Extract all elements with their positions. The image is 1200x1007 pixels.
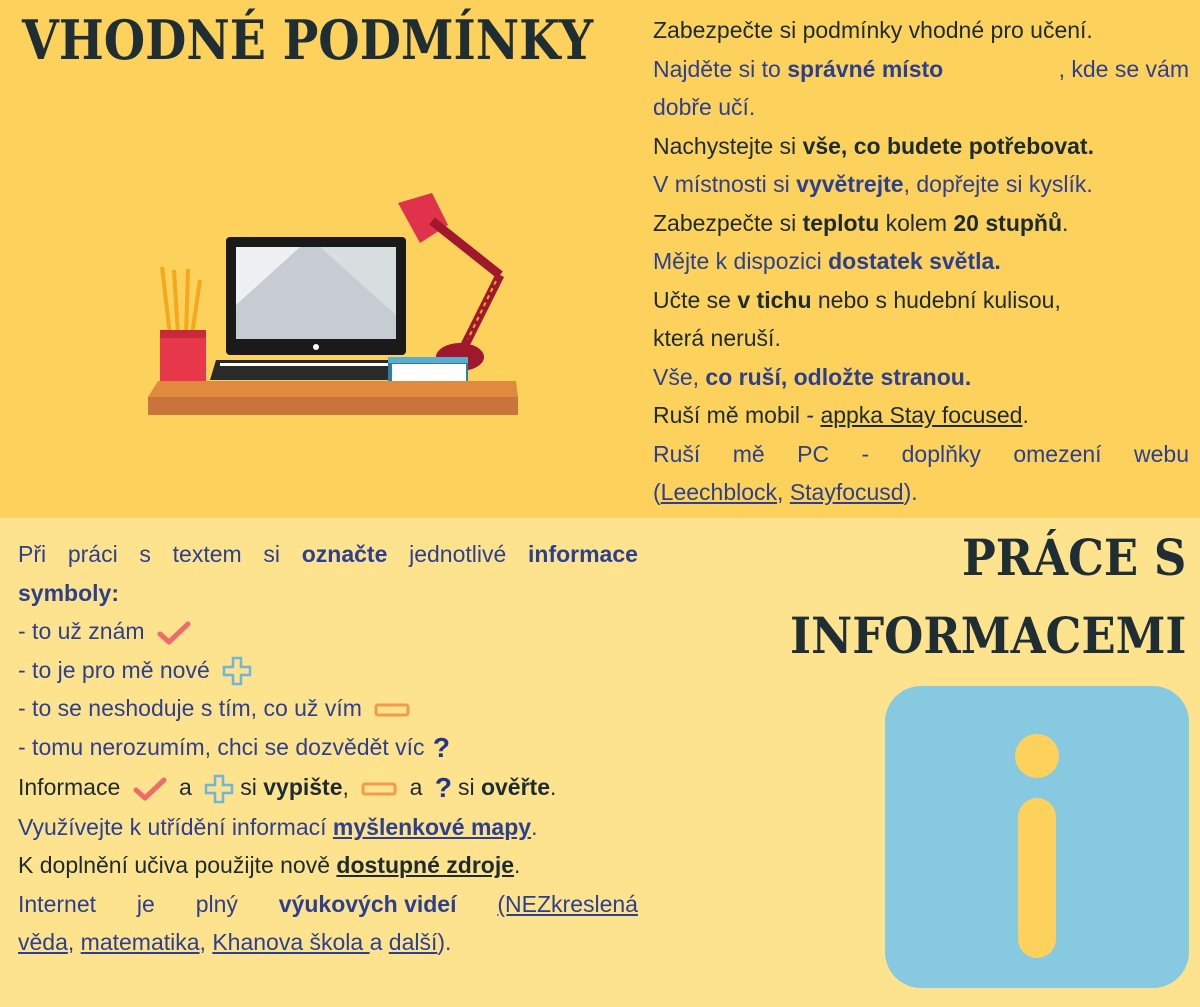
- link-stay-focused[interactable]: appka Stay focused: [820, 402, 1023, 428]
- text: ,: [199, 929, 213, 956]
- text: nebo s hudební kulisou,: [811, 286, 1061, 313]
- text: .: [531, 813, 538, 840]
- text: ,: [67, 929, 81, 956]
- text: V místnosti si: [653, 171, 797, 197]
- word: plný: [195, 890, 238, 917]
- link-dalsi[interactable]: další: [388, 929, 438, 956]
- line: [18, 768, 638, 808]
- line: [18, 535, 638, 574]
- desk-illustration: [140, 185, 530, 425]
- title-prace-s: PRÁCE S: [961, 528, 1186, 587]
- emphasis: myšlenkové mapy: [332, 813, 532, 840]
- word: Ruší: [653, 440, 701, 467]
- text: Učte se: [653, 286, 738, 313]
- line: [18, 923, 638, 962]
- emphasis: v tichu: [737, 286, 812, 313]
- line: [18, 846, 638, 885]
- check-icon: [133, 776, 167, 802]
- link-nezkreslena-veda[interactable]: (NEZkreslená: [497, 890, 638, 917]
- text: K doplnění učiva použijte nově: [18, 852, 337, 879]
- line: [653, 435, 1189, 474]
- info-icon: [885, 686, 1189, 988]
- emphasis: dostupné zdroje: [336, 852, 515, 879]
- line: [653, 473, 1189, 512]
- line: [653, 319, 1189, 358]
- word: jednotlivé: [409, 541, 507, 567]
- minus-icon: [374, 703, 410, 717]
- text: Najděte si to: [653, 55, 788, 82]
- link-matematika[interactable]: matematika: [80, 929, 200, 956]
- emphasis: vyvětrejte: [796, 171, 904, 197]
- word: webu: [1134, 440, 1189, 467]
- line: [653, 358, 1189, 397]
- text: .: [550, 773, 557, 800]
- emphasis: 20 stupňů: [953, 209, 1063, 236]
- question-icon: ?: [432, 732, 450, 764]
- line: [18, 612, 638, 651]
- text: [653, 50, 943, 89]
- text: - to se neshoduje s tím, co už vím: [18, 695, 362, 721]
- word: je: [136, 890, 155, 917]
- link-veda[interactable]: věda: [18, 929, 68, 956]
- emphasis: vše, co budete potřebovat.: [802, 132, 1094, 159]
- word: si: [263, 541, 281, 567]
- word: -: [861, 440, 870, 467]
- line: [653, 88, 1189, 127]
- word: práci: [67, 541, 118, 567]
- text: Mějte k dispozici: [653, 248, 829, 274]
- line: [653, 165, 1189, 204]
- plus-icon: [222, 656, 252, 686]
- text: - to už znám: [18, 618, 145, 644]
- link-stayfocusd[interactable]: Stayfocusd: [789, 479, 904, 505]
- line: [18, 885, 638, 924]
- word: mě: [732, 440, 765, 467]
- emphasis: informace: [528, 541, 638, 567]
- word: Při: [18, 541, 47, 567]
- emphasis: výukových videí: [278, 890, 457, 917]
- lamp-icon: [398, 193, 500, 371]
- monitor-icon: [210, 237, 412, 380]
- text: si: [457, 773, 481, 800]
- text: ,: [777, 479, 790, 505]
- emphasis: označte: [301, 541, 388, 567]
- emphasis: ověřte: [480, 773, 551, 800]
- link-khanova-skola[interactable]: Khanova škola: [212, 929, 370, 956]
- question-icon: ?: [434, 772, 452, 804]
- line: [653, 204, 1189, 243]
- link-myslenkove-mapy[interactable]: [333, 814, 531, 840]
- word: s: [139, 541, 151, 567]
- text: .: [514, 852, 521, 879]
- title-vhodne-podminky: VHODNÉ PODMÍNKY: [22, 8, 594, 72]
- text: Vše,: [653, 363, 706, 390]
- pencil-cup-icon: [160, 267, 206, 382]
- text: , kde se vám: [1058, 55, 1189, 82]
- word: omezení: [1013, 440, 1102, 467]
- text: Zabezpečte si: [653, 209, 803, 236]
- text: Využívejte k utřídění informací: [18, 813, 333, 840]
- information-text: [18, 535, 638, 962]
- link-dostupne-zdroje[interactable]: [336, 852, 514, 878]
- line: [653, 11, 1189, 50]
- emphasis: správné místo: [787, 55, 944, 82]
- emphasis: dostatek světla.: [828, 248, 1001, 274]
- line: [653, 242, 1189, 281]
- emphasis: teplotu: [802, 209, 880, 236]
- text: ).: [903, 479, 918, 505]
- text: - tomu nerozumím, chci se dozvědět víc: [18, 733, 425, 760]
- text: kolem: [879, 209, 954, 236]
- text: a: [409, 773, 423, 800]
- line: [18, 808, 638, 847]
- conditions-text: [653, 11, 1189, 512]
- emphasis: vypište: [263, 773, 343, 800]
- emphasis: co ruší, odložte stranou.: [705, 363, 972, 390]
- word: PC: [797, 440, 830, 467]
- minus-icon: [361, 782, 397, 796]
- text: si: [240, 773, 264, 800]
- desk-icon: [148, 381, 518, 415]
- text: Nachystejte si: [653, 132, 803, 159]
- text: Ruší mě mobil -: [653, 402, 821, 428]
- text: Informace: [18, 773, 121, 800]
- line: [18, 574, 638, 613]
- text: Zabezpečte si podmínky vhodné pro učení.: [653, 17, 1093, 43]
- text: a: [369, 929, 389, 956]
- link-leechblock[interactable]: Leechblock: [660, 479, 778, 505]
- text: .: [1062, 209, 1069, 236]
- line: [653, 281, 1189, 320]
- line: [18, 689, 638, 728]
- line: [653, 127, 1189, 166]
- emphasis: symboly:: [18, 579, 119, 606]
- line: [18, 728, 638, 768]
- word: textem: [172, 541, 242, 567]
- text: ,: [342, 773, 349, 800]
- text: - to je pro mě nové: [18, 656, 210, 683]
- line: [653, 50, 1189, 89]
- title-informacemi: INFORMACEMI: [789, 606, 1186, 665]
- word: Internet: [18, 890, 96, 917]
- text: a: [179, 773, 192, 800]
- text: dobře učí.: [653, 94, 756, 120]
- text: která neruší.: [653, 325, 781, 351]
- check-icon: [157, 620, 191, 646]
- text: , dopřejte si kyslík.: [903, 171, 1093, 197]
- line: [18, 651, 638, 690]
- text: (: [653, 479, 661, 505]
- word: doplňky: [901, 440, 981, 467]
- text: .: [1022, 402, 1029, 428]
- line: [653, 396, 1189, 435]
- text: ).: [437, 929, 452, 956]
- plus-icon: [204, 774, 234, 804]
